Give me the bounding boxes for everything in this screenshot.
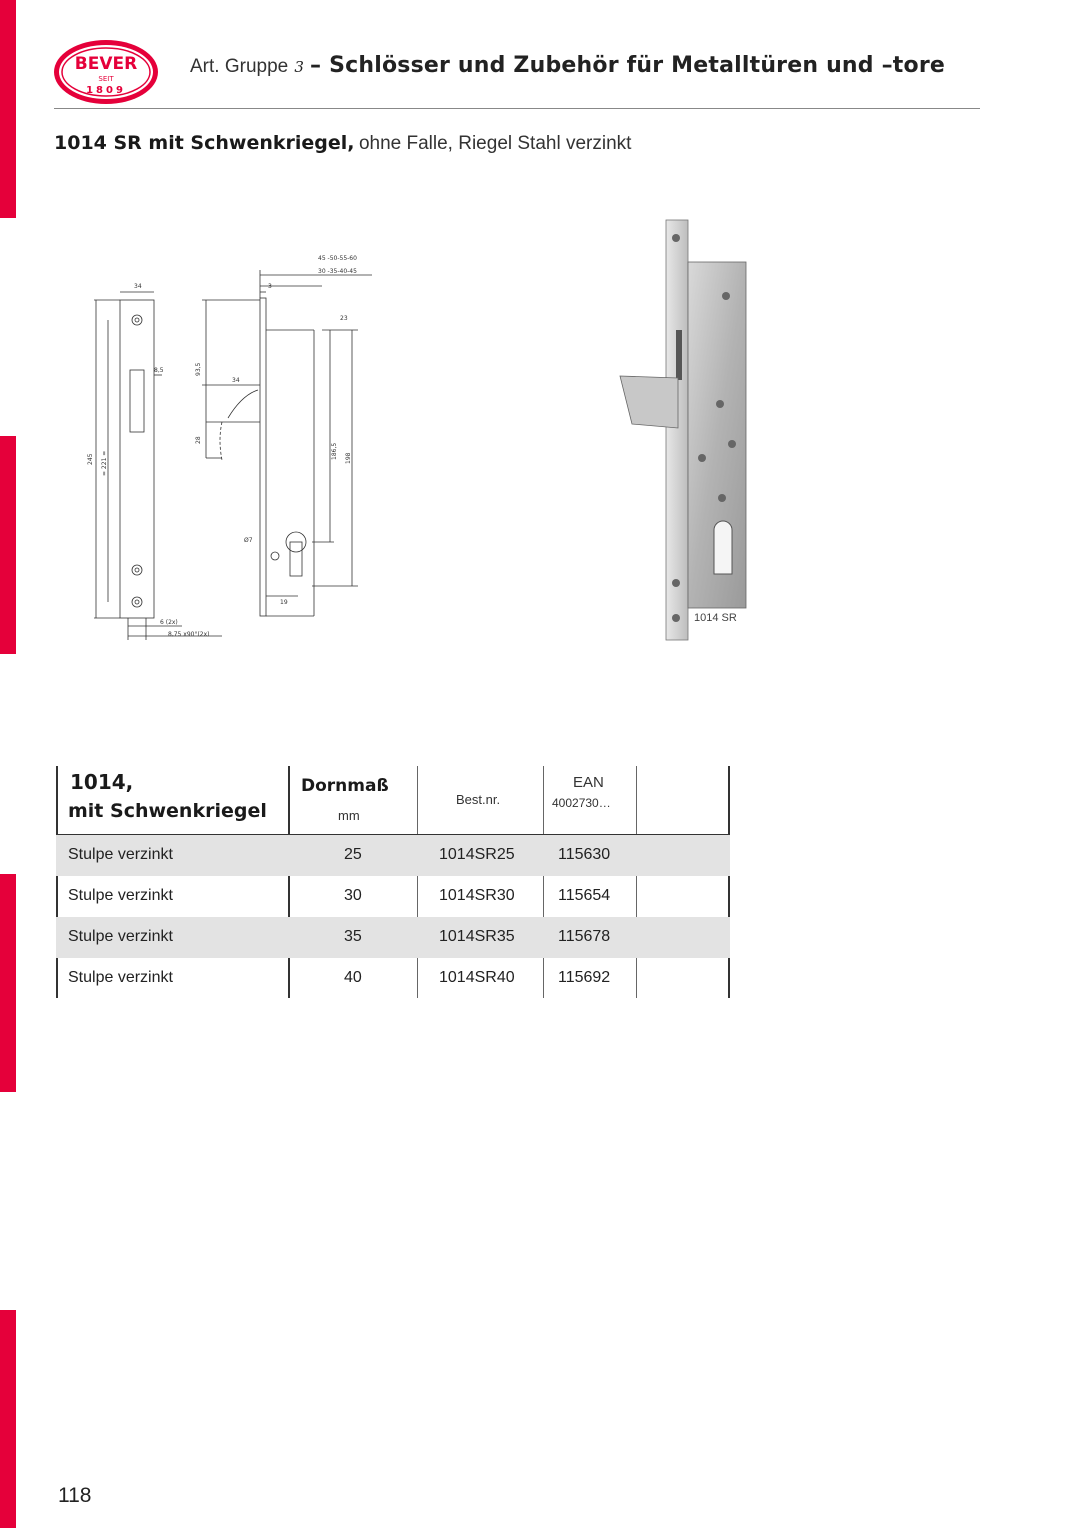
header-dornmass-unit: mm [338, 808, 360, 823]
cell-ean: 115654 [558, 887, 611, 904]
side-tab-3 [0, 874, 16, 1092]
lock-photo [610, 218, 760, 643]
header-bestnr: Best.nr. [456, 792, 501, 807]
dim-221: = 221 = [101, 450, 108, 476]
photo-caption: 1014 SR [694, 612, 737, 624]
cell-dornmass: 35 [344, 928, 362, 945]
cell-dornmass: 40 [344, 969, 362, 986]
side-tab-4 [0, 1310, 16, 1528]
header-main-title: – Schlösser und Zubehör für Metalltüren und –tore [310, 53, 946, 78]
dim-198: 198 [345, 452, 352, 464]
product-title-bold: 1014 SR mit Schwenkriegel, [54, 132, 355, 154]
dim-45: 45 -50-55-60 [318, 255, 357, 262]
table-header [56, 766, 730, 835]
logo-seit: SEIT [98, 75, 114, 83]
cell-bestnr: 1014SR25 [439, 846, 515, 863]
dim-34: 34 [134, 283, 142, 290]
cell-ean: 115678 [558, 928, 611, 945]
product-table [56, 766, 730, 999]
logo-year: 1809 [86, 85, 126, 96]
cell-dornmass: 30 [344, 887, 362, 904]
dim-6: 6 (2x) [160, 619, 178, 626]
dim-245: 245 [87, 453, 94, 465]
logo-name: BEVER [74, 54, 138, 74]
dim-8-75: 8,75 x90°(2x) [168, 631, 210, 638]
dim-19: 19 [280, 599, 288, 606]
dim-phi7: Ø7 [244, 537, 253, 544]
product-title-rest: ohne Falle, Riegel Stahl verzinkt [358, 133, 632, 154]
technical-drawing [82, 250, 382, 650]
header-ean-prefix: 4002730… [552, 796, 611, 810]
table-row [56, 958, 730, 999]
header-rule [54, 108, 980, 109]
cell-desc: Stulpe verzinkt [68, 887, 173, 904]
header-dornmass: Dornmaß [301, 776, 389, 796]
side-tab-1 [0, 0, 16, 218]
cell-bestnr: 1014SR40 [439, 969, 515, 986]
product-title [54, 132, 631, 155]
dim-30: 30 -35-40-45 [318, 268, 357, 275]
cell-desc: Stulpe verzinkt [68, 969, 173, 986]
dim-93-5: 93,5 [195, 362, 202, 376]
header-product-sub: mit Schwenkriegel [68, 800, 267, 822]
header-ean: EAN [573, 774, 604, 791]
cell-ean: 115630 [558, 846, 611, 863]
cell-bestnr: 1014SR30 [439, 887, 515, 904]
header-title [190, 52, 945, 78]
cell-dornmass: 25 [344, 846, 362, 863]
dim-28: 28 [195, 436, 202, 444]
dim-34b: 34 [232, 377, 240, 384]
dim-186-5: 186,5 [331, 442, 338, 460]
cell-desc: Stulpe verzinkt [68, 928, 173, 945]
cell-ean: 115692 [558, 969, 611, 986]
cell-bestnr: 1014SR35 [439, 928, 515, 945]
bever-logo [52, 38, 160, 106]
cell-desc: Stulpe verzinkt [68, 846, 173, 863]
dim-23: 23 [340, 315, 348, 322]
group-number: 3 [294, 58, 304, 76]
page-number: 118 [58, 1484, 92, 1507]
table-row [56, 835, 730, 876]
dim-8-5: 8,5 [154, 367, 164, 374]
group-label: Art. Gruppe [190, 56, 289, 77]
table-row [56, 876, 730, 917]
table-row [56, 917, 730, 958]
header-product: 1014, [70, 770, 134, 794]
side-tab-2 [0, 436, 16, 654]
dim-3: 3 [268, 283, 272, 290]
